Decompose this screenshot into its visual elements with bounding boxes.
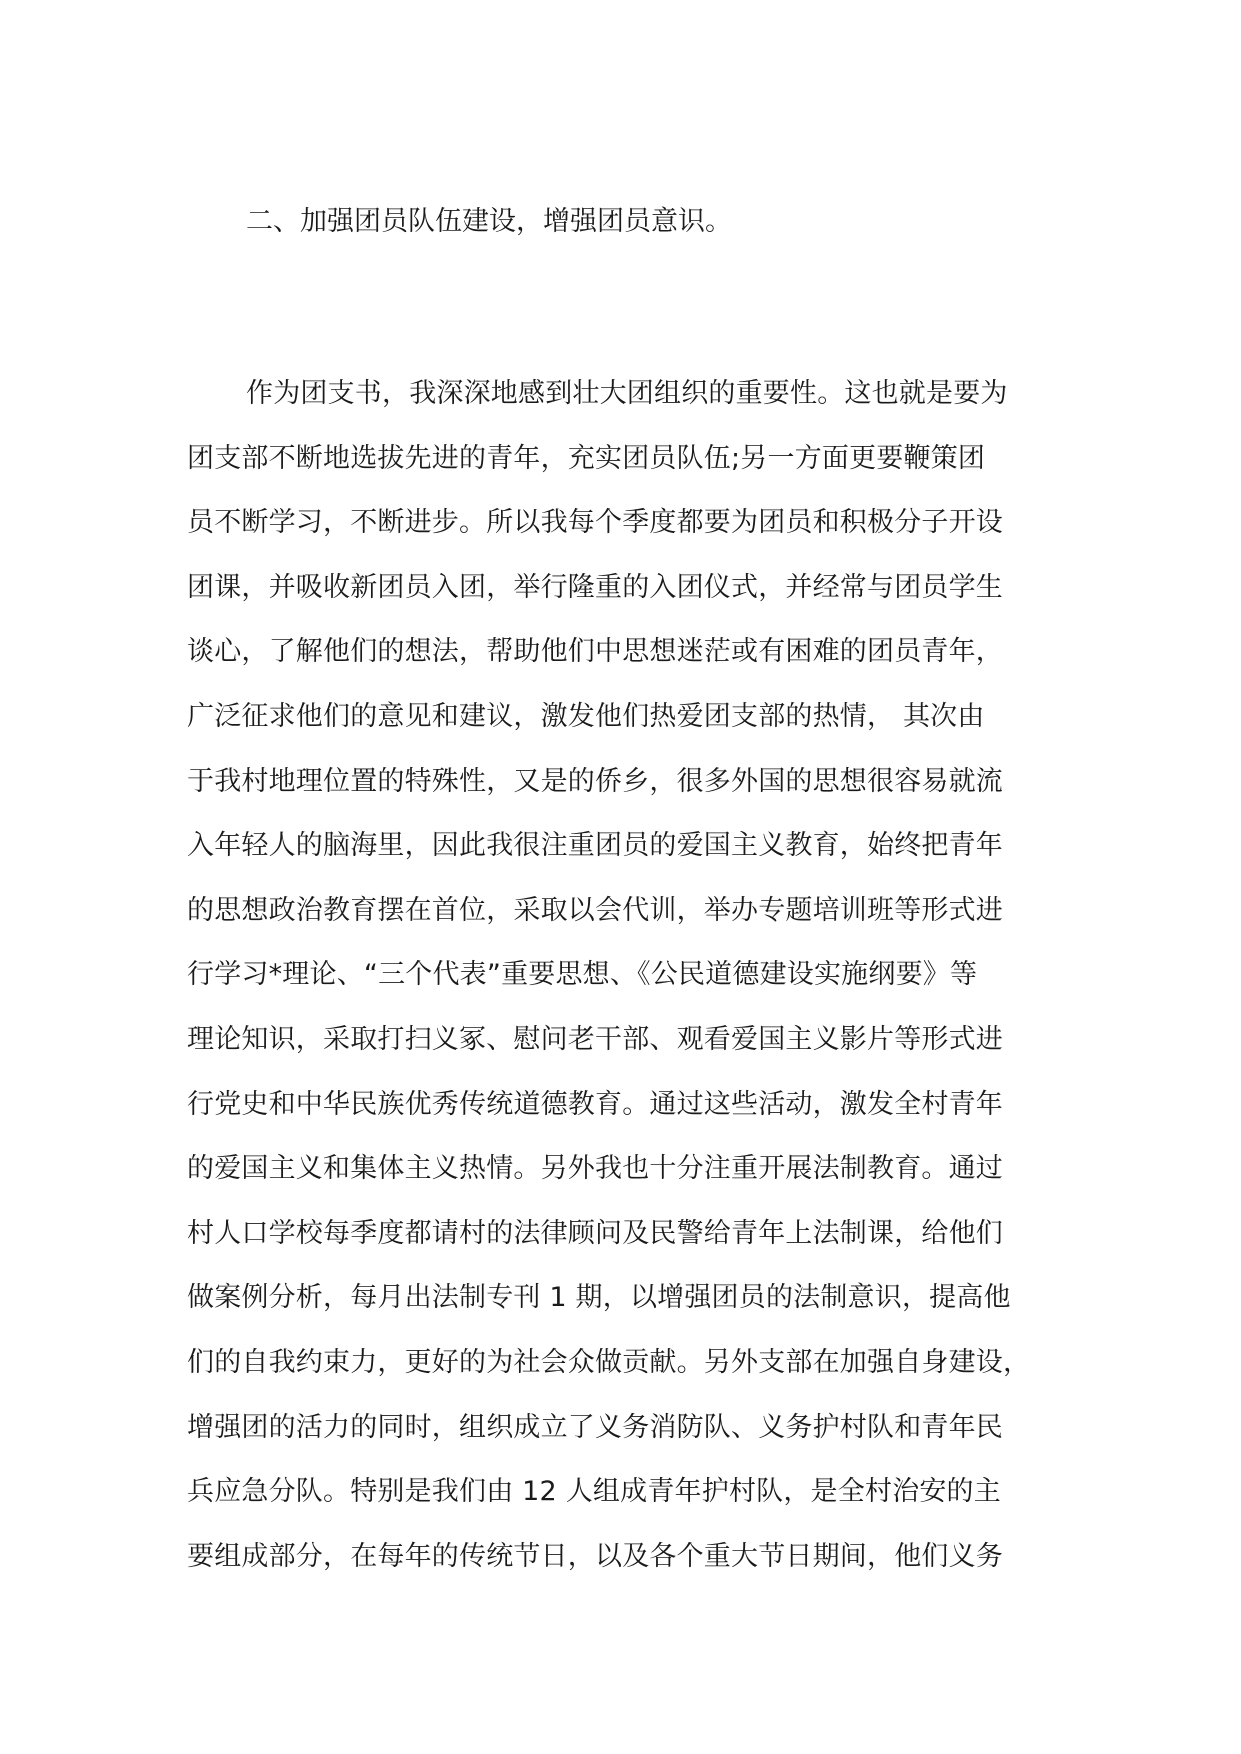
paragraph-line: 做案例分析，每月出法制专刊 1 期，以增强团员的法制意识，提高他 (187, 1282, 1011, 1314)
paragraph-line: 谈心，了解他们的想法，帮助他们中思想迷茫或有困难的团员青年， (187, 636, 1003, 668)
paragraph-line: 行党史和中华民族优秀传统道德教育。通过这些活动，激发全村青年 (187, 1088, 1003, 1120)
paragraph-line: 的思想政治教育摆在首位，采取以会代训，举办专题培训班等形式进 (187, 894, 1003, 926)
paragraph-line: 的爱国主义和集体主义热情。另外我也十分注重开展法制教育。通过 (187, 1153, 1003, 1185)
paragraph-line: 入年轻人的脑海里，因此我很注重团员的爱国主义教育，始终把青年 (187, 830, 1003, 862)
paragraph-line: 兵应急分队。特别是我们由 12 人组成青年护村队，是全村治安的主 (187, 1476, 1001, 1508)
paragraph-line: 增强团的活力的同时，组织成立了义务消防队、义务护村队和青年民 (187, 1411, 1003, 1443)
paragraph-line: 理论知识，采取打扫义冢、慰问老干部、观看爱国主义影片等形式进 (187, 1023, 1003, 1055)
paragraph-line: 于我村地理位置的特殊性，又是的侨乡，很多外国的思想很容易就流 (187, 765, 1003, 797)
paragraph-line: 要组成部分，在每年的传统节日，以及各个重大节日期间，他们义务 (187, 1540, 1003, 1572)
paragraph-line: 团课，并吸收新团员入团，举行隆重的入团仪式，并经常与团员学生 (187, 571, 1003, 603)
paragraph-line: 员不断学习，不断进步。所以我每个季度都要为团员和积极分子开设 (187, 507, 1003, 539)
paragraph-line: 团支部不断地选拔先进的青年，充实团员队伍;另一方面更要鞭策团 (187, 442, 986, 474)
section-heading: 二、加强团员队伍建设，增强团员意识。 (246, 206, 732, 237)
paragraph-line: 村人口学校每季度都请村的法律顾问及民警给青年上法制课，给他们 (187, 1217, 1003, 1249)
paragraph-line: 作为团支书，我深深地感到壮大团组织的重要性。这也就是要为 (246, 378, 1008, 409)
paragraph-line: 们的自我约束力，更好的为社会众做贡献。另外支部在加强自身建设， (187, 1346, 1031, 1378)
paragraph-line: 行学习*理论、“三个代表”重要思想、《公民道德建设实施纲要》等 (187, 959, 978, 991)
body-paragraph (187, 362, 1087, 1589)
paragraph-line: 广泛征求他们的意见和建议，激发他们热爱团支部的热情， 其次由 (187, 700, 985, 732)
